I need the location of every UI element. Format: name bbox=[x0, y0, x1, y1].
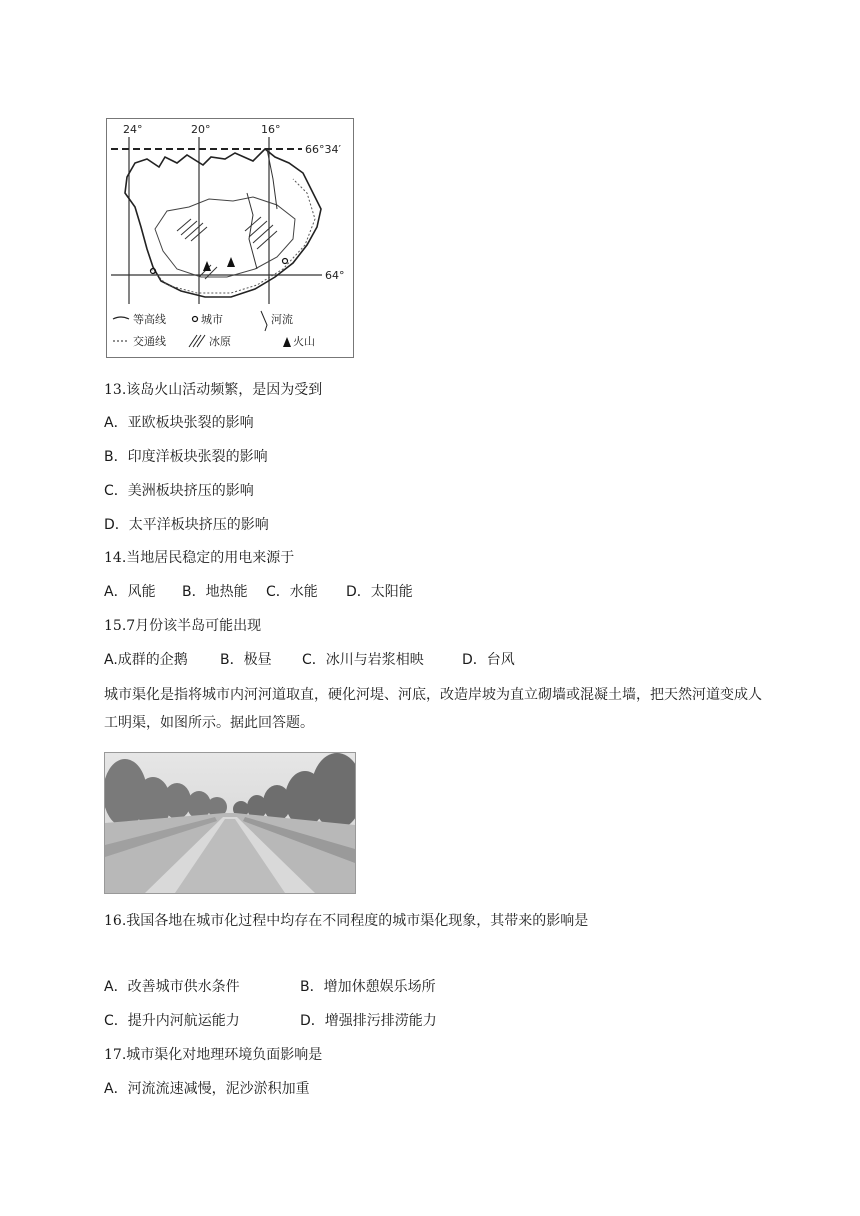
q13-option-a: A．亚欧板块张裂的影响 bbox=[104, 415, 254, 431]
q14-option-a: A．风能 bbox=[104, 584, 156, 600]
iceland-map-figure bbox=[106, 118, 354, 358]
q16-options-row1 bbox=[104, 978, 436, 996]
q16-option-b: B．增加休憩娱乐场所 bbox=[300, 979, 436, 995]
q16-option-c: C．提升内河航运能力 bbox=[104, 1013, 240, 1029]
legend-contour: 等高线 bbox=[133, 313, 166, 326]
q16-option-a: A．改善城市供水条件 bbox=[104, 979, 240, 995]
volcano-legend-icon bbox=[283, 337, 291, 347]
q13-stem: 13.该岛火山活动频繁，是因为受到 bbox=[104, 382, 323, 398]
q15-options bbox=[104, 651, 515, 669]
q15-option-d: D．台风 bbox=[462, 652, 515, 668]
q16-stem: 16.我国各地在城市化过程中均存在不同程度的城市渠化现象，其带来的影响是 bbox=[104, 913, 589, 929]
iceland-map bbox=[107, 119, 353, 357]
q14-option-b: B．地热能 bbox=[182, 584, 248, 600]
q16-options-row2 bbox=[104, 1012, 437, 1030]
q15-option-a: A.成群的企鹅 bbox=[104, 652, 188, 668]
q13-option-d: D．太平洋板块挤压的影响 bbox=[104, 517, 269, 533]
q15-option-c: C．冰川与岩浆相映 bbox=[302, 652, 424, 668]
q14-option-d: D．太阳能 bbox=[346, 584, 413, 600]
q14-options bbox=[104, 583, 413, 601]
lon-label-24: 24° bbox=[123, 123, 143, 136]
q16-option-d: D．增强排污排涝能力 bbox=[300, 1013, 437, 1029]
legend-city: 城市 bbox=[201, 313, 223, 326]
q15-option-b: B．极昼 bbox=[220, 652, 272, 668]
icefield-legend-icon bbox=[189, 335, 205, 347]
q14-stem: 14.当地居民稳定的用电来源于 bbox=[104, 550, 295, 566]
legend-river: 河流 bbox=[271, 313, 293, 326]
q17-stem: 17.城市渠化对地理环境负面影响是 bbox=[104, 1047, 323, 1063]
q17-option-a: A．河流流速减慢，泥沙淤积加重 bbox=[104, 1081, 310, 1097]
contour-legend-icon bbox=[113, 317, 129, 319]
q13-option-c: C．美洲板块挤压的影响 bbox=[104, 483, 254, 499]
legend-icefield: 冰原 bbox=[209, 335, 231, 348]
legend-volcano: 火山 bbox=[293, 335, 315, 348]
canalization-intro: 城市渠化是指将城市内河河道取直，硬化河堤、河底，改造岸坡为直立砌墙或混凝土墙，把天然河道变成人工明渠，如图所示。据此回答题。 bbox=[104, 687, 762, 731]
river-legend-icon bbox=[261, 311, 267, 331]
canal-photo-illustration bbox=[105, 753, 355, 893]
urban-canal-photo bbox=[104, 752, 356, 894]
legend-traffic: 交通线 bbox=[133, 335, 166, 348]
lat-label-arctic: 66°34′ bbox=[305, 143, 341, 156]
q13-option-b: B．印度洋板块张裂的影响 bbox=[104, 449, 268, 465]
lon-label-16: 16° bbox=[261, 123, 281, 136]
q14-option-c: C．水能 bbox=[266, 584, 318, 600]
city-legend-icon bbox=[193, 317, 198, 322]
lon-label-20: 20° bbox=[191, 123, 211, 136]
q15-stem: 15.7月份该半岛可能出现 bbox=[104, 618, 262, 634]
lat-label-64: 64° bbox=[325, 269, 345, 282]
